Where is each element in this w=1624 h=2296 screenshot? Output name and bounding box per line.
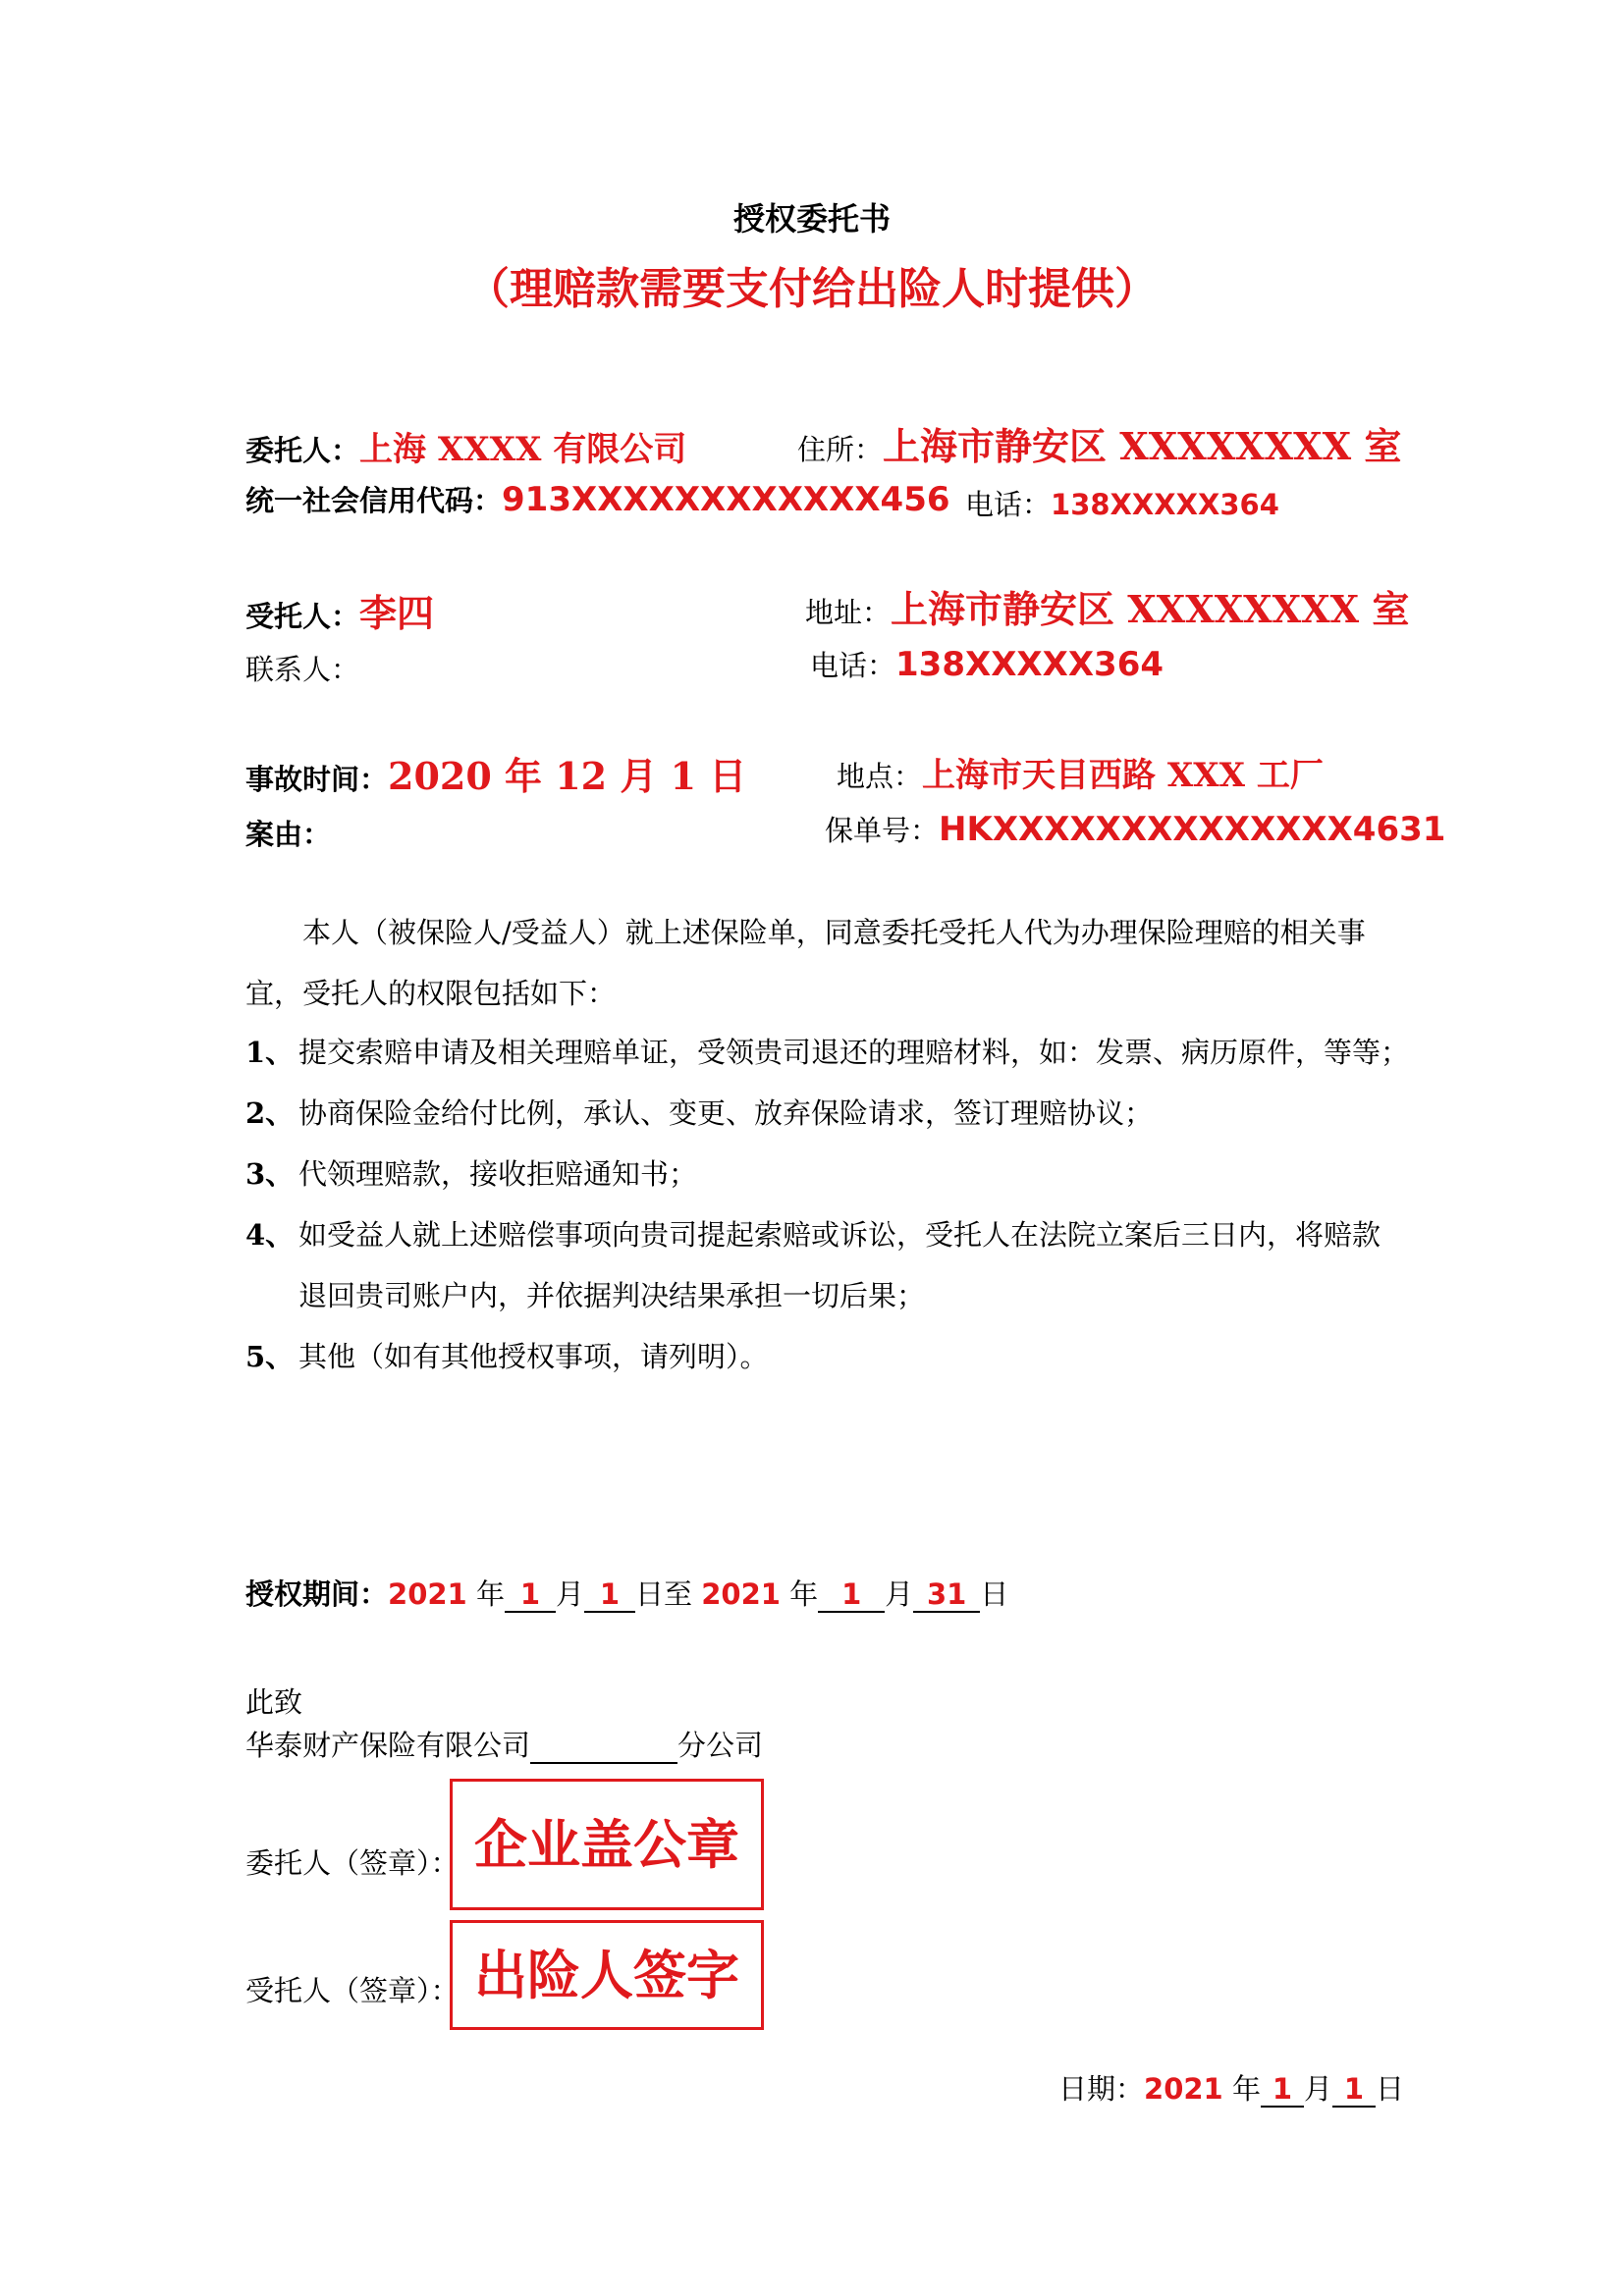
principal-stamp: 企业盖公章 bbox=[450, 1779, 764, 1910]
policy-row bbox=[825, 809, 1445, 849]
month-char: 月 bbox=[555, 1577, 584, 1611]
branch-blank bbox=[530, 1733, 677, 1764]
year-char: 年 bbox=[789, 1577, 819, 1611]
credit-code-row bbox=[245, 479, 950, 519]
list-item-text: 协商保险金给付比例，承认、变更、放弃保险请求，签订理赔协议； bbox=[298, 1096, 1154, 1130]
list-item bbox=[245, 1084, 1153, 1143]
day-char: 日 bbox=[980, 1577, 1009, 1611]
principal-phone-value: 138XXXXX364 bbox=[1051, 488, 1279, 521]
intro-line-2: 宜，受托人的权限包括如下： bbox=[245, 977, 617, 1010]
year-char: 年 bbox=[1231, 2072, 1261, 2106]
list-item-number: 4、 bbox=[245, 1218, 295, 1252]
list-item-text: 其他（如有其他授权事项，请列明）。 bbox=[298, 1340, 769, 1373]
list-item-text: 如受益人就上述赔偿事项向贵司提起索赔或诉讼，受托人在法院立案后三日内，将赔款 bbox=[298, 1218, 1381, 1252]
accident-cause-label: 案由： bbox=[245, 818, 332, 851]
accident-time-value: 2020 年 12 月 1 日 bbox=[388, 754, 747, 798]
month-char: 月 bbox=[1303, 2072, 1332, 2106]
year-char: 年 bbox=[475, 1577, 505, 1611]
accident-time-label: 事故时间： bbox=[245, 763, 389, 796]
date-day: 1 bbox=[1332, 2072, 1376, 2108]
agent-address-value: 上海市静安区 XXXXXXXX 室 bbox=[891, 587, 1410, 631]
period-to-day: 31 bbox=[913, 1577, 980, 1613]
document-subtitle: （理赔款需要支付给出险人时提供） bbox=[466, 264, 1158, 314]
list-item-text: 代领理赔款，接收拒赔通知书； bbox=[298, 1157, 698, 1191]
accident-place-row bbox=[837, 748, 1324, 796]
list-item-continuation: 退回贵司账户内，并依据判决结果承担一切后果； bbox=[298, 1279, 926, 1312]
authorization-period bbox=[245, 1573, 1008, 1613]
agent-value: 李四 bbox=[359, 591, 435, 635]
period-to-year: 2021 bbox=[701, 1577, 781, 1611]
to-char: 日至 bbox=[634, 1577, 692, 1611]
date-month: 1 bbox=[1261, 2072, 1304, 2108]
date-label: 日期： bbox=[1058, 2072, 1145, 2106]
principal-row bbox=[245, 422, 686, 470]
principal-label: 委托人： bbox=[245, 434, 360, 467]
agent-phone-label: 电话： bbox=[810, 649, 896, 682]
company-line bbox=[245, 1724, 763, 1764]
principal-address-label: 住所： bbox=[797, 433, 884, 466]
principal-address-row bbox=[797, 416, 1401, 470]
agent-address-row bbox=[805, 579, 1409, 633]
agent-sign-label: 受托人（签章）： bbox=[245, 1974, 460, 2007]
branch-label: 分公司 bbox=[677, 1729, 764, 1762]
period-from-month: 1 bbox=[505, 1577, 556, 1613]
agent-label: 受托人： bbox=[245, 600, 360, 633]
list-item-text: 提交索赔申请及相关理赔单证，受领贵司退还的理赔材料，如：发票、病历原件，等等； bbox=[298, 1036, 1410, 1069]
list-item bbox=[245, 1023, 1409, 1082]
date-year: 2021 bbox=[1144, 2072, 1223, 2106]
credit-code-value: 913XXXXXXXXXXXX456 bbox=[502, 480, 950, 519]
agent-phone-value: 138XXXXX364 bbox=[895, 645, 1164, 684]
accident-time-row bbox=[245, 746, 746, 800]
principal-phone-label: 电话： bbox=[965, 488, 1052, 521]
document-title: 授权委托书 bbox=[732, 200, 891, 238]
company-name: 华泰财产保险有限公司 bbox=[245, 1729, 531, 1762]
principal-address-value: 上海市静安区 XXXXXXXX 室 bbox=[883, 424, 1402, 468]
principal-sign-label: 委托人（签章）： bbox=[245, 1846, 460, 1880]
day-char: 日 bbox=[1375, 2072, 1404, 2106]
agent-contact-label: 联系人： bbox=[245, 653, 360, 686]
principal-value: 上海 XXXX 有限公司 bbox=[359, 430, 687, 469]
date-line bbox=[1058, 2067, 1404, 2108]
agent-phone-row bbox=[810, 644, 1164, 684]
list-item bbox=[245, 1145, 697, 1203]
period-to-month: 1 bbox=[818, 1577, 885, 1613]
agent-signature-box: 出险人签字 bbox=[450, 1920, 764, 2030]
agent-address-label: 地址： bbox=[805, 596, 892, 629]
month-char: 月 bbox=[885, 1577, 914, 1611]
policy-value: HKXXXXXXXXXXXXXX4631 bbox=[939, 810, 1446, 849]
accident-place-label: 地点： bbox=[837, 760, 923, 793]
policy-label: 保单号： bbox=[825, 814, 940, 847]
list-item-number: 3、 bbox=[245, 1157, 295, 1191]
list-item bbox=[245, 1205, 1380, 1264]
list-item-number: 5、 bbox=[245, 1340, 295, 1373]
greeting: 此致 bbox=[245, 1685, 303, 1719]
period-label: 授权期间： bbox=[245, 1577, 389, 1611]
credit-code-label: 统一社会信用代码： bbox=[245, 484, 503, 517]
list-item bbox=[245, 1327, 769, 1386]
agent-row bbox=[245, 583, 434, 637]
list-item-number: 2、 bbox=[245, 1096, 295, 1130]
accident-place-value: 上海市天目西路 XXX 工厂 bbox=[922, 756, 1324, 795]
period-from-day: 1 bbox=[584, 1577, 635, 1613]
intro-line-1: 本人（被保险人/受益人）就上述保险单，同意委托受托人代为办理保险理赔的相关事 bbox=[302, 916, 1366, 949]
period-from-year: 2021 bbox=[388, 1577, 467, 1611]
list-item-number: 1、 bbox=[245, 1036, 295, 1069]
principal-phone-row bbox=[965, 483, 1279, 523]
